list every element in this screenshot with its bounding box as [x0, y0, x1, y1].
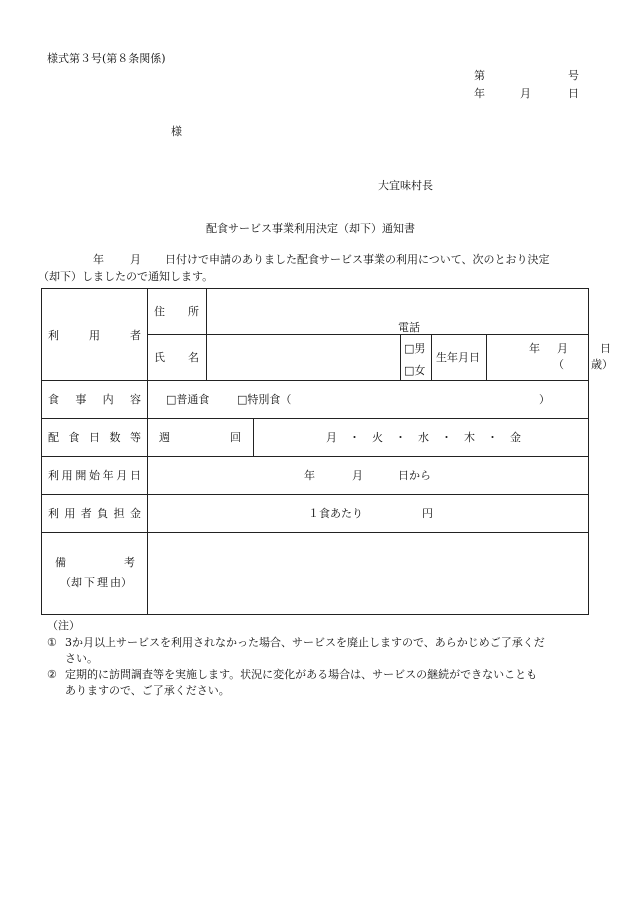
note-1-number: ①	[47, 636, 57, 649]
birth-day: 日	[600, 342, 611, 355]
start-date-label-cell	[42, 457, 148, 495]
doc-number-suffix: 号	[568, 69, 579, 82]
burden-label: 利 用 者 負 担 金	[48, 507, 141, 520]
meal-label: 食 事 内 容	[48, 393, 141, 406]
document-title: 配食サービス事業利用決定（却下）通知書	[206, 222, 415, 235]
weekday-sep: ・	[349, 431, 360, 444]
start-date-label: 利 用 開 始 年 月 日	[48, 469, 141, 482]
doc-number-prefix: 第	[474, 69, 485, 82]
start-day: 日から	[398, 469, 431, 482]
weekday-sep: ・	[487, 431, 498, 444]
meal-normal-checkbox[interactable]: □普通食	[166, 393, 210, 406]
address-label-cell	[148, 289, 207, 335]
note-2-line2: ありますので、ご了承ください。	[65, 684, 230, 697]
remarks-label: 備 考	[55, 556, 135, 569]
gender-cell	[401, 335, 432, 381]
burden-field[interactable]	[148, 495, 589, 533]
remarks-sub-label: （却 下 理 由）	[60, 576, 132, 589]
birthdate-label: 生年月日	[436, 351, 480, 364]
weekday-tue[interactable]: 火	[372, 431, 383, 444]
gender-female-checkbox[interactable]: □女	[404, 364, 426, 377]
birth-year: 年	[529, 342, 540, 355]
times-label: 回	[230, 431, 241, 444]
user-label-cell	[42, 289, 148, 381]
intro-line1: 日付けで申請のありました配食サービス事業の利用について、次のとおり決定	[165, 253, 550, 266]
remarks-label-cell	[42, 533, 148, 615]
age-close: 歳）	[591, 358, 613, 371]
intro-line2: （却下）しましたので通知します。	[38, 270, 214, 283]
burden-label-cell	[42, 495, 148, 533]
meal-special-checkbox[interactable]: □特別食（	[237, 393, 292, 406]
delivery-label: 配 食 日 数 等	[48, 431, 141, 444]
form-table	[41, 288, 613, 615]
name-label-2: 名	[188, 351, 199, 364]
delivery-label-cell	[42, 419, 148, 457]
phone-label: 電話	[398, 321, 420, 334]
gender-male-checkbox[interactable]: □男	[404, 342, 426, 355]
weekday-sep: ・	[441, 431, 452, 444]
name-field[interactable]	[207, 335, 401, 381]
birthdate-field[interactable]	[487, 335, 613, 381]
birth-month: 月	[557, 342, 568, 355]
times-per-week-field[interactable]	[148, 419, 254, 457]
weekday-fri[interactable]: 金	[510, 431, 521, 444]
meal-label-cell	[42, 381, 148, 419]
date-year: 年	[474, 87, 485, 100]
age-open: （	[553, 358, 564, 371]
address-field[interactable]	[207, 289, 589, 335]
weekday-mon[interactable]: 月	[326, 431, 337, 444]
remarks-field[interactable]	[148, 533, 589, 615]
weekdays-field	[254, 419, 589, 457]
name-label-1: 氏	[154, 351, 165, 364]
user-label: 利 用 者	[48, 329, 141, 342]
weekday-wed[interactable]: 水	[418, 431, 429, 444]
week-label: 週	[159, 431, 170, 444]
note-2-number: ②	[47, 668, 57, 681]
note-1-line1: 3か月以上サービスを利用されなかった場合、サービスを廃止しますので、あらかじめご了承くだ	[65, 636, 545, 649]
intro-month: 月	[130, 253, 141, 266]
intro-year: 年	[93, 253, 104, 266]
meal-close: ）	[539, 393, 550, 406]
note-2-line1: 定期的に訪問調査等を実施します。状況に変化がある場合は、サービスの継続ができないことも	[65, 668, 538, 681]
yen-label: 円	[422, 507, 433, 520]
start-year: 年	[304, 469, 315, 482]
date-day: 日	[568, 87, 579, 100]
addressee-suffix: 様	[171, 125, 182, 138]
address-label-1: 住	[154, 305, 165, 318]
issuer: 大宜味村長	[378, 179, 433, 192]
note-1-line2: さい。	[65, 652, 98, 665]
per-meal-label: １食あたり	[308, 507, 363, 520]
weekday-thu[interactable]: 木	[464, 431, 475, 444]
name-label-cell	[148, 335, 207, 381]
date-month: 月	[520, 87, 531, 100]
birthdate-label-cell	[432, 335, 487, 381]
meal-field	[148, 381, 589, 419]
notes-heading: （注）	[47, 619, 80, 632]
address-label-2: 所	[188, 305, 199, 318]
form-number: 様式第３号(第８条関係)	[47, 52, 166, 65]
start-month: 月	[352, 469, 363, 482]
start-date-field[interactable]	[148, 457, 589, 495]
weekdays-row	[326, 432, 521, 443]
weekday-sep: ・	[395, 431, 406, 444]
